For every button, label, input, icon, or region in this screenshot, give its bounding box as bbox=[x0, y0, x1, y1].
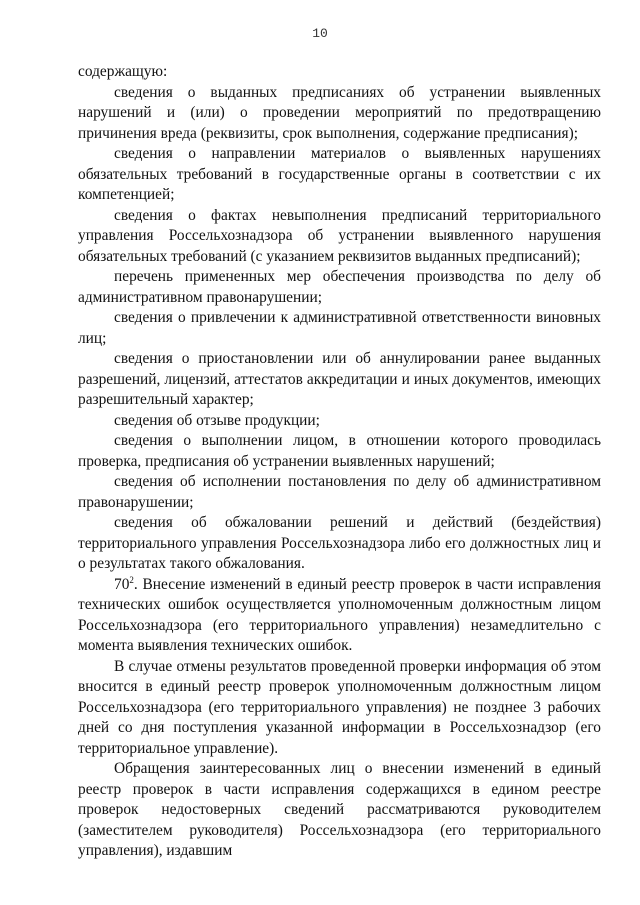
paragraph-appeals: Обращения заинтересованных лиц о внесении изменений в единый реестр проверок в части исправления содержащихся в едином реестре проверок недостоверных сведений рассматриваются руководителем (заместителем руководителя) Россельхознадзора (его территориального управления), издавшим bbox=[78, 760, 601, 859]
list-item-liability: сведения о привлечении к административной ответственности виновных лиц; bbox=[78, 309, 601, 347]
list-item-suspension: сведения о приостановлении или об аннулировании ранее выданных разрешений, лицензий, аттестатов аккредитации и иных документов, имеющих разрешительный характер; bbox=[78, 350, 601, 408]
clause-superscript: 2 bbox=[129, 574, 134, 585]
document-body bbox=[78, 62, 601, 862]
paragraph-intro: содержащую: bbox=[78, 63, 168, 80]
list-item-materials: сведения о направлении материалов о выявленных нарушениях обязательных требований в государственные органы в соответствии с их компетенцией; bbox=[78, 145, 601, 203]
list-item-enforcement-measures: перечень примененных мер обеспечения производства по делу об административном правонарушении; bbox=[78, 268, 601, 306]
page-number: 10 bbox=[312, 26, 328, 41]
clause-text: . Внесение изменений в единый реестр проверок в части исправления технических ошибок осуществляется уполномоченным должностным лицом Россельхознадзора (его территориального управления) незамедлительно с момента выявления технических ошибок. bbox=[78, 575, 601, 654]
paragraph-cancellation: В случае отмены результатов проведенной проверки информация об этом вносится в единый реестр проверок уполномоченным должностным лицом Россельхознадзора (его территориального управления) не позднее 3 рабочих дней со дня поступления указанной информации в Россельхознадзор (его территориальное управление). bbox=[78, 657, 601, 757]
list-item-appeal: сведения об обжаловании решений и действий (бездействия) территориального управления Россельхознадзора либо его должностных лиц и о результатах такого обжалования. bbox=[78, 514, 601, 572]
clause-70-2 bbox=[78, 575, 601, 657]
clause-number: 70 bbox=[114, 575, 130, 593]
list-item-resolution: сведения об исполнении постановления по делу об административном правонарушении; bbox=[78, 473, 601, 511]
list-item-prescriptions: сведения о выданных предписаниях об устранении выявленных нарушений и (или) о проведении мероприятий по предотвращению причинения вреда (реквизиты, срок выполнения, содержание предписания); bbox=[78, 83, 601, 142]
list-item-non-compliance: сведения о фактах невыполнения предписаний территориального управления Россельхознадзора об устранении выявленного нарушения обязательных требований (с указанием реквизитов выданных предписаний); bbox=[78, 206, 601, 265]
list-item-execution: сведения о выполнении лицом, в отношении которого проводилась проверка, предписания об устранении выявленных нарушений; bbox=[78, 432, 601, 470]
list-item-recall: сведения об отзыве продукции; bbox=[114, 411, 320, 429]
